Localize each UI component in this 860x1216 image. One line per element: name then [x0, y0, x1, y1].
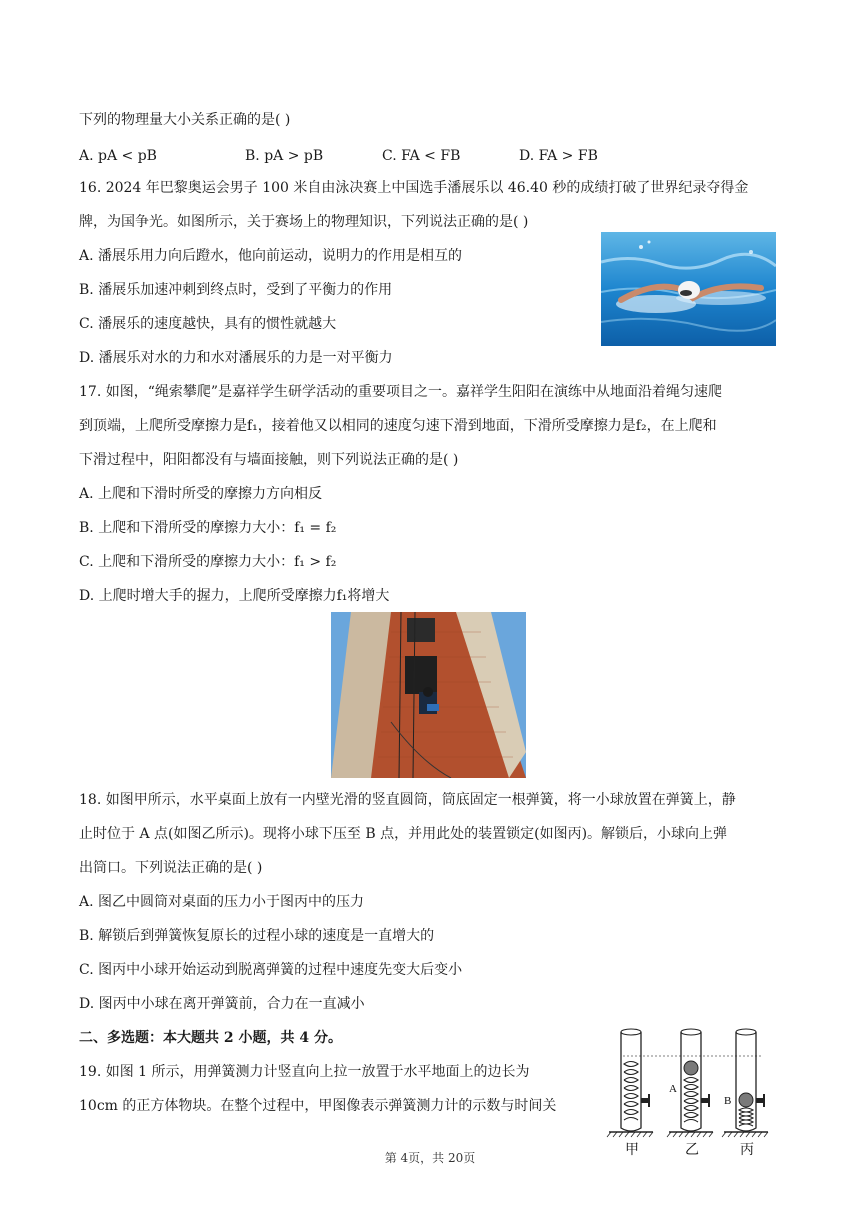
- q17-stem-line3: 下滑过程中，阳阳都没有与墙面接触，则下列说法正确的是( ): [79, 452, 459, 468]
- q15-option-b: B. pA > pB: [245, 148, 324, 164]
- diagram-label-yi: 乙: [685, 1142, 699, 1158]
- point-a-label: A: [669, 1083, 677, 1095]
- point-b-label: B: [724, 1095, 732, 1107]
- q18-stem-line3: 出筒口。下列说法正确的是( ): [79, 860, 263, 876]
- q15-option-c: C. FA < FB: [382, 148, 461, 164]
- q15-options: [79, 146, 779, 166]
- q17-stem-line1: 17. 如图，“绳索攀爬”是嘉祥学生研学活动的重要项目之一。嘉祥学生阳阳在演练中从地面沿着绳匀速爬: [79, 384, 723, 400]
- q18-stem-line1: 18. 如图甲所示，水平桌面上放有一内壁光滑的竖直圆筒，筒底固定一根弹簧，将一小球放置在弹簧上，静: [79, 792, 736, 808]
- q18-option-d: D. 图丙中小球在离开弹簧前，合力在一直减小: [79, 996, 365, 1012]
- q19-stem-line2: 10cm 的正方体物块。在整个过程中，甲图像表示弹簧测力计的示数与时间关: [79, 1098, 557, 1114]
- q19-stem-line1: 19. 如图 1 所示，用弹簧测力计竖直向上拉一放置于水平地面上的边长为: [79, 1064, 530, 1080]
- section-heading: 二、多选题：本大题共 2 小题，共 4 分。: [79, 1030, 342, 1046]
- q18-option-b: B. 解锁后到弹簧恢复原长的过程小球的速度是一直增大的: [79, 928, 435, 944]
- q17-option-d: D. 上爬时增大手的握力，上爬所受摩擦力f₁将增大: [79, 588, 390, 604]
- q18-stem-line2: 止时位于 A 点(如图乙所示)。现将小球下压至 B 点，并用此处的装置锁定(如图丙)。解锁后，小球向上弹: [79, 826, 728, 842]
- q16-option-c: C. 潘展乐的速度越快，具有的惯性就越大: [79, 316, 337, 332]
- q16-stem-line2: 牌，为国争光。如图所示，关于赛场上的物理知识，下列说法正确的是( ): [79, 214, 529, 230]
- page-footer: 第 4页，共 20页: [384, 1151, 476, 1165]
- q16-option-d: D. 潘展乐对水的力和水对潘展乐的力是一对平衡力: [79, 350, 393, 366]
- q17-option-a: A. 上爬和下滑时所受的摩擦力方向相反: [79, 486, 323, 502]
- q16-option-b: B. 潘展乐加速冲刺到终点时，受到了平衡力的作用: [79, 282, 393, 298]
- q16-stem-line1: 16. 2024 年巴黎奥运会男子 100 米自由泳决赛上中国选手潘展乐以 46.40 秒的成绩打破了世界纪录夺得金: [79, 180, 749, 196]
- q15-option-d: D. FA > FB: [519, 148, 598, 164]
- q17-option-c: C. 上爬和下滑所受的摩擦力大小：f₁ > f₂: [79, 554, 337, 570]
- q18-option-c: C. 图丙中小球开始运动到脱离弹簧的过程中速度先变大后变小: [79, 962, 463, 978]
- q15-stem-tail: 下列的物理量大小关系正确的是( ): [79, 112, 291, 128]
- climbing-tower-photo: [331, 612, 526, 778]
- q17-option-b: B. 上爬和下滑所受的摩擦力大小：f₁ = f₂: [79, 520, 337, 536]
- spring-tube-diagram: [603, 1024, 783, 1158]
- q16-option-a: A. 潘展乐用力向后蹬水，他向前运动，说明力的作用是相互的: [79, 248, 463, 264]
- q17-stem-line2: 到顶端，上爬所受摩擦力是f₁，接着他又以相同的速度匀速下滑到地面，下滑所受摩擦力是f₂，在上爬和: [79, 418, 717, 434]
- diagram-label-bing: 丙: [740, 1142, 754, 1158]
- diagram-label-jia: 甲: [625, 1142, 639, 1158]
- swimmer-photo: [601, 232, 776, 346]
- q15-option-a: A. pA < pB: [79, 148, 157, 164]
- q18-option-a: A. 图乙中圆筒对桌面的压力小于图丙中的压力: [79, 894, 365, 910]
